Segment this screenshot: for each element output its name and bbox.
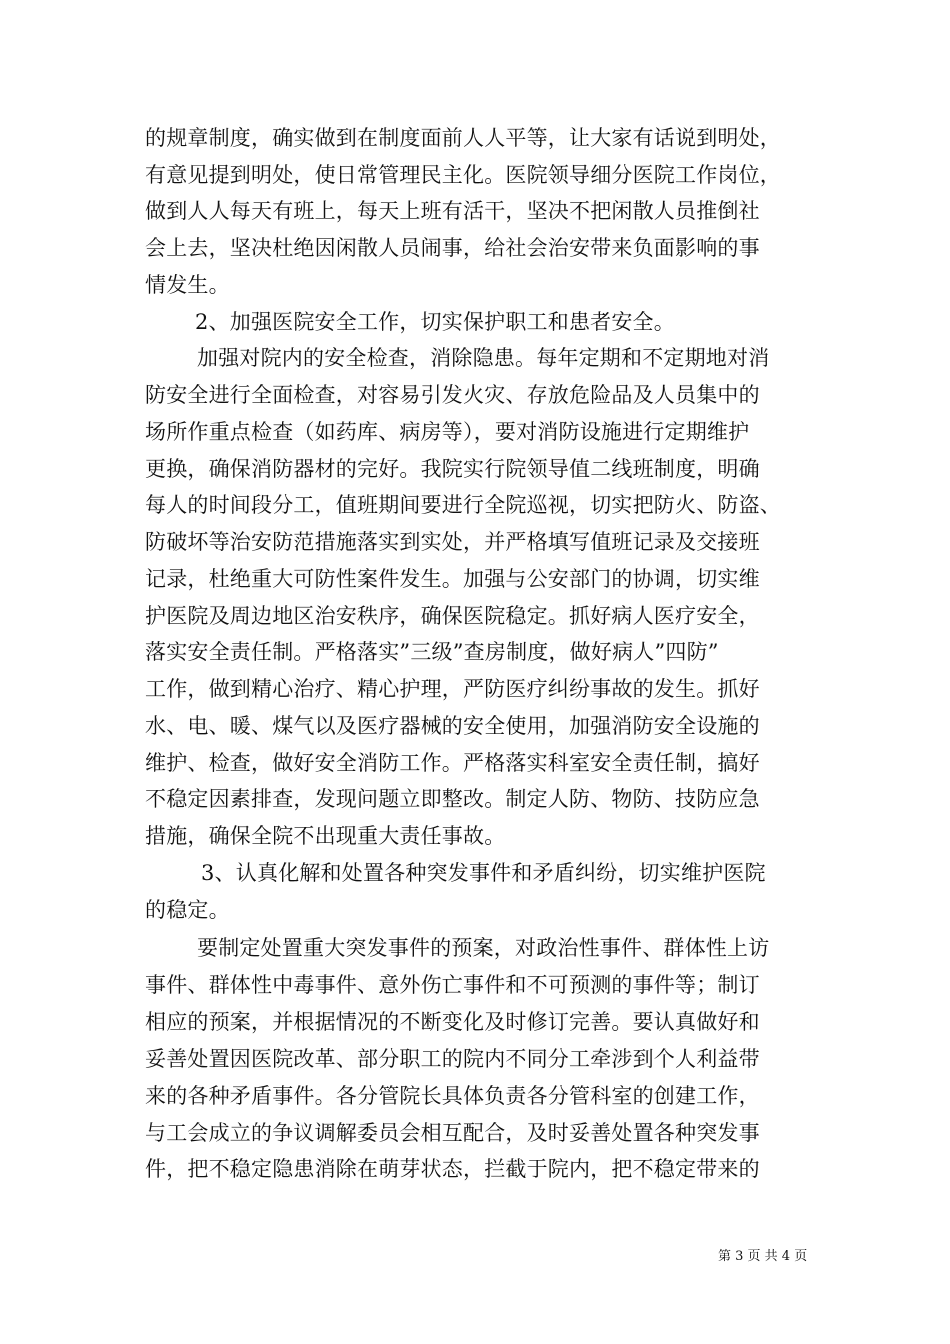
body-text-line: 加强对院内的安全检查，消除隐患。每年定期和不定期地对消 (197, 346, 770, 370)
body-text-line: 防破坏等治安防范措施落实到实处，并严格填写值班记录及交接班 (145, 530, 760, 554)
body-text-line: 来的各种矛盾事件。各分管院长具体负责各分管科室的创建工作， (145, 1084, 760, 1108)
body-text-line: 与工会成立的争议调解委员会相互配合，及时妥善处置各种突发事 (145, 1121, 760, 1145)
body-text-line: 做到人人每天有班上，每天上班有活干，坚决不把闲散人员推倒社 (145, 199, 760, 223)
body-text-line: 落实安全责任制。严格落实”三级”查房制度，做好病人”四防” (145, 640, 719, 664)
body-text-line: 记录，杜绝重大可防性案件发生。加强与公安部门的协调，切实维 (145, 567, 760, 591)
body-text-line: 情发生。 (145, 273, 230, 297)
body-text-line: 工作，做到精心治疗、精心护理，严防医疗纠纷事故的发生。抓好 (145, 677, 760, 701)
body-text-line: 妥善处置因医院改革、部分职工的院内不同分工牵涉到个人利益带 (145, 1047, 760, 1071)
body-text-line: 事件、群体性中毒事件、意外伤亡事件和不可预测的事件等；制订 (145, 973, 760, 997)
body-text-line: 的稳定。 (145, 898, 230, 922)
body-text-line: 的规章制度，确实做到在制度面前人人平等，让大家有话说到明处， (145, 126, 781, 150)
body-text-line: 措施，确保全院不出现重大责任事故。 (145, 824, 506, 848)
section-heading-3: 3、认真化解和处置各种突发事件和矛盾纠纷，切实维护医院 (201, 861, 766, 885)
page-number: 第 3 页 共 4 页 (718, 1249, 808, 1264)
body-text-line: 护医院及周边地区治安秩序，确保医院稳定。抓好病人医疗安全， (145, 604, 760, 628)
body-text-line: 会上去，坚决杜绝因闲散人员闹事，给社会治安带来负面影响的事 (145, 236, 760, 260)
body-text-line: 维护、检查，做好安全消防工作。严格落实科室安全责任制，搞好 (145, 751, 760, 775)
body-text-line: 防安全进行全面检查，对容易引发火灾、存放危险品及人员集中的 (145, 383, 760, 407)
body-text-line: 更换，确保消防器材的完好。我院实行院领导值二线班制度，明确 (145, 457, 760, 481)
body-text-line: 每人的时间段分工，值班期间要进行全院巡视，切实把防火、防盗、 (145, 493, 781, 517)
body-text-line: 相应的预案，并根据情况的不断变化及时修订完善。要认真做好和 (145, 1010, 760, 1034)
body-text-line: 件，把不稳定隐患消除在萌芽状态，拦截于院内，把不稳定带来的 (145, 1157, 760, 1181)
body-text-line: 水、电、暖、煤气以及医疗器械的安全使用，加强消防安全设施的 (145, 714, 760, 738)
body-text-line: 要制定处置重大突发事件的预案，对政治性事件、群体性上访 (197, 936, 770, 960)
body-text-line: 有意见提到明处，使日常管理民主化。医院领导细分医院工作岗位， (145, 163, 781, 187)
section-heading-2: 2、加强医院安全工作，切实保护职工和患者安全。 (195, 310, 675, 334)
body-text-line: 场所作重点检查（如药库、病房等），要对消防设施进行定期维护 (145, 420, 750, 444)
body-text-line: 不稳定因素排查，发现问题立即整改。制定人防、物防、技防应急 (145, 787, 760, 811)
